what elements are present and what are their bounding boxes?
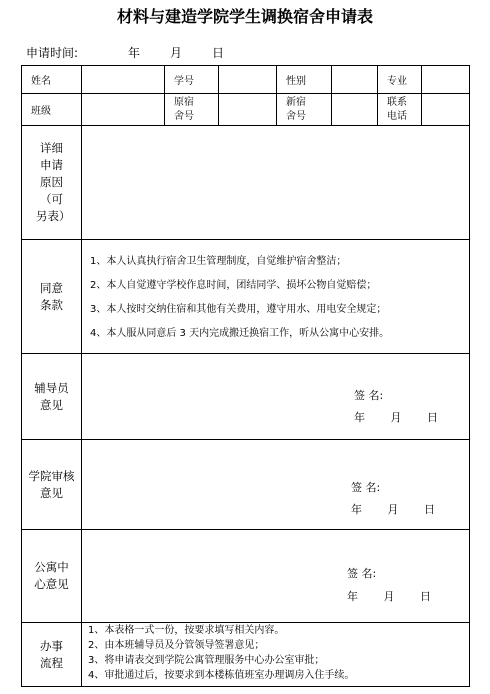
gender-input-cell[interactable] (332, 66, 378, 94)
agreement-terms (82, 240, 470, 354)
process-label: 办事流程 (22, 623, 82, 687)
reason-label: 详细申请原因（可另表） (22, 126, 82, 240)
apartment-opinion-area[interactable] (82, 530, 470, 623)
counselor-opinion-label: 辅导员意见 (22, 354, 82, 440)
major-input-cell[interactable] (422, 66, 470, 94)
new-dorm-label: 新宿舍号 (277, 94, 332, 126)
application-date-label: 申请时间: (26, 46, 79, 60)
agreement-item: 3、本人按时交纳住宿和其他有关费用，遵守用水、用电安全规定； (90, 304, 387, 315)
counselor-opinion-area[interactable] (82, 354, 470, 440)
application-year-label: 年 (128, 46, 141, 60)
application-form-table (21, 65, 470, 687)
name-label: 姓名 (22, 66, 82, 94)
process-steps (82, 623, 470, 687)
agreement-label: 同意条款 (22, 240, 82, 354)
new-dorm-input-cell[interactable] (332, 94, 378, 126)
apartment-date-label: 年 月 日 (347, 590, 431, 603)
agreement-item: 1、本人认真执行宿舍卫生管理制度，自觉维护宿舍整洁； (90, 256, 347, 267)
process-step: 4、审批通过后，按要求到本楼栋值班室办理调房入住手续。 (88, 670, 355, 681)
phone-label: 联系电话 (378, 94, 422, 126)
college-date-label: 年 月 日 (351, 503, 435, 516)
process-step: 3、将申请表交到学院公寓管理服务中心办公室审批； (88, 655, 325, 666)
student-id-label: 学号 (165, 66, 219, 94)
form-title: 材料与建造学院学生调换宿舍申请表 (116, 7, 373, 26)
reason-input-area[interactable] (82, 126, 470, 240)
phone-input-cell[interactable] (422, 94, 470, 126)
apartment-opinion-label: 公寓中心意见 (22, 530, 82, 623)
name-input-cell[interactable] (82, 66, 165, 94)
apartment-signature-label: 签 名: (347, 567, 377, 580)
gender-label: 性别 (277, 66, 332, 94)
process-step: 2、由本班辅导员及分管领导签署意见； (88, 640, 265, 651)
agreement-item: 4、本人服从同意后 3 天内完成搬迁换宿工作，听从公寓中心安排。 (90, 328, 390, 339)
college-signature-label: 签 名: (351, 481, 381, 494)
major-label: 专业 (378, 66, 422, 94)
old-dorm-input-cell[interactable] (219, 94, 277, 126)
old-dorm-label: 原宿舍号 (165, 94, 219, 126)
agreement-item: 2、本人自觉遵守学校作息时间，团结同学、损坏公物自觉赔偿； (90, 280, 377, 291)
process-step: 1、本表格一式一份，按要求填写相关内容。 (88, 625, 285, 636)
application-month-label: 月 (170, 46, 183, 60)
class-input-cell[interactable] (82, 94, 165, 126)
student-id-input-cell[interactable] (219, 66, 277, 94)
counselor-date-label: 年 月 日 (354, 411, 438, 424)
college-opinion-area[interactable] (82, 440, 470, 530)
class-label: 班级 (22, 94, 82, 126)
application-day-label: 日 (212, 46, 225, 60)
counselor-signature-label: 签 名: (354, 389, 384, 402)
college-opinion-label: 学院审核意见 (22, 440, 82, 530)
